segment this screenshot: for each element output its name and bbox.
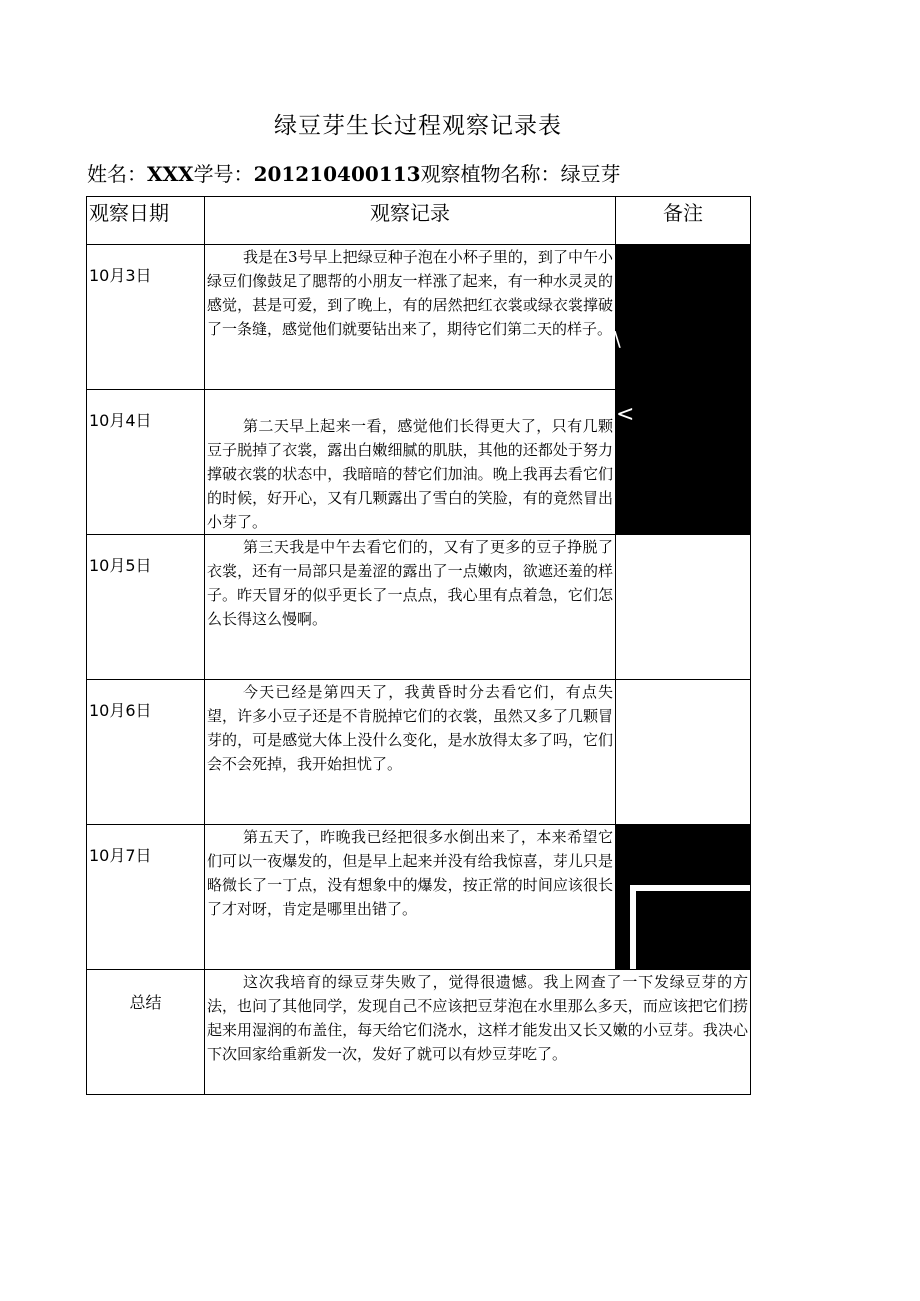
- table-row: [87, 680, 751, 825]
- student-info-line: [87, 158, 621, 187]
- row-note-redacted: [616, 390, 751, 535]
- row-date: 10月3日: [87, 245, 205, 390]
- row-note-redacted: [616, 245, 751, 390]
- plant-name-value: 绿豆芽: [560, 162, 621, 186]
- table-row: [87, 535, 751, 680]
- page-title: 绿豆芽生长过程观察记录表: [274, 113, 562, 139]
- mark-frame: [630, 885, 751, 970]
- name-value: XXX: [147, 162, 194, 186]
- row-record: 第五天了，昨晚我已经把很多水倒出来了，本来希望它们可以一夜爆发的，但是早上起来并没有给我惊喜，芽儿只是略微长了一丁点，没有想象中的爆发，按正常的时间应该很长了才对呀，肯定是哪里出错了。: [205, 825, 616, 970]
- table-row: [87, 390, 751, 535]
- table-row: [87, 825, 751, 970]
- header-note: 备注: [616, 197, 751, 245]
- observation-table: [86, 196, 751, 1095]
- mark-glyph: \: [614, 327, 621, 351]
- plant-name-label: 观察植物名称：: [420, 162, 561, 186]
- name-label: 姓名：: [87, 162, 147, 186]
- row-record: 今天已经是第四天了，我黄昏时分去看它们，有点失望，许多小豆子还是不肯脱掉它们的衣裳，虽然又多了几颗冒芽的，可是感觉大体上没什么变化，是水放得太多了吗，它们会不会死掉，我开始担忧了。: [205, 680, 616, 825]
- header-date: 观察日期: [87, 197, 205, 245]
- row-note-redacted: [616, 825, 751, 970]
- row-record: 第三天我是中午去看它们的，又有了更多的豆子挣脱了衣裳，还有一局部只是羞涩的露出了一点嫩肉，欲遮还羞的样子。昨天冒牙的似乎更长了一点点，我心里有点着急，它们怎么长得这么慢啊。: [205, 535, 616, 680]
- mark-glyph: <: [616, 402, 635, 427]
- row-date: 10月4日: [87, 390, 205, 535]
- row-note: [616, 680, 751, 825]
- row-date: 10月6日: [87, 680, 205, 825]
- row-record: 我是在3号早上把绿豆种子泡在小杯子里的，到了中午小绿豆们像鼓足了腮帮的小朋友一样涨了起来，有一种水灵灵的感觉，甚是可爱，到了晚上，有的居然把红衣裳或绿衣裳撑破了一条缝，感觉他们就要钻出来了，期待它们第二天的样子。: [205, 245, 616, 390]
- student-id-label: 学号：: [193, 162, 254, 186]
- row-record: 第二天早上起来一看，感觉他们长得更大了，只有几颗豆子脱掉了衣裳，露出白嫩细腻的肌肤，其他的还都处于努力撑破衣裳的状态中，我暗暗的替它们加油。晚上我再去看它们的时候，好开心，又有几颗露出了雪白的笑脸，有的竟然冒出小芽了。: [205, 390, 616, 535]
- row-note: [616, 535, 751, 680]
- row-date: 10月7日: [87, 825, 205, 970]
- summary-label: 总结: [87, 970, 205, 1095]
- row-date: 10月5日: [87, 535, 205, 680]
- header-record: 观察记录: [205, 197, 616, 245]
- student-id-value: 201210400113: [253, 162, 421, 186]
- table-row: [87, 245, 751, 390]
- table-header-row: [87, 197, 751, 245]
- summary-text: 这次我培育的绿豆芽失败了，觉得很遗憾。我上网查了一下发绿豆芽的方法，也问了其他同学，发现自己不应该把豆芽泡在水里那么多天，而应该把它们捞起来用湿润的布盖住，每天给它们浇水，这样才能发出又长又嫩的小豆芽。我决心下次回家给重新发一次，发好了就可以有炒豆芽吃了。: [205, 970, 751, 1095]
- table-row-summary: [87, 970, 751, 1095]
